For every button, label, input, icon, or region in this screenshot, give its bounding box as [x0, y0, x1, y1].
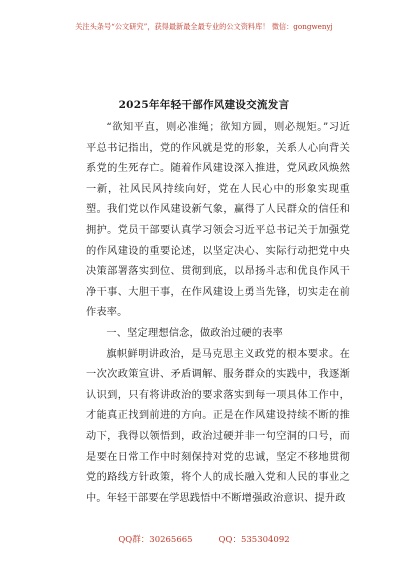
header-promo-note: 关注头条号“公文研究”，获得最新最全最专业的公文资料库！ 微信：gongwenyj [75, 22, 333, 31]
footer-qq-group: QQ群：30265665 [118, 535, 193, 545]
section-heading-1: 一、坚定理想信念，做政治过硬的表率 [106, 327, 283, 339]
footer-contact [0, 533, 408, 545]
document-title: 2025年年轻干部作风建设交流发言 [118, 99, 290, 111]
paragraph-section-1: 旗帜鲜明讲政治，是马克思主义政党的根本要求。在一次次政策宣讲、矛盾调解、服务群众的实践中，我逐渐认识到，只有将讲政治的要求落实到每一项具体工作中，才能真正找到前进的方向。正是在作风建设持续不断的推动下，我得以领悟到，政治过硬并非一句空洞的口号，而是要在日常工作中时刻保持对党的忠诚，坚定不移地贯彻党的路线方针政策，将个人的成长融入党和人民的事业之中。年轻干部要在学思践悟中不断增强政治意识、提升政 [86, 348, 350, 504]
document-body [86, 118, 350, 509]
paragraph-intro: “欲知平直，则必准绳；欲知方圆，则必规矩。”习近平总书记指出，党的作风就是党的形象，关系人心向背关系党的生死存亡。随着作风建设深入推进，党风政风焕然一新，社风民风持续向好，党在人民心中的形象实现重塑。我们党以作风建设新气象，赢得了人民群众的信任和拥护。党员干部要认真学习领会习近平总书记关于加强党的作风建设的重要论述，以坚定决心、实际行动把党中央决策部署落实到位、贯彻到底，以昂扬斗志和优良作风干净干事、大胆干事，在作风建设上勇当先锋，切实走在前作表率。 [86, 122, 350, 319]
footer-qq-number: QQ：535304092 [218, 535, 290, 545]
